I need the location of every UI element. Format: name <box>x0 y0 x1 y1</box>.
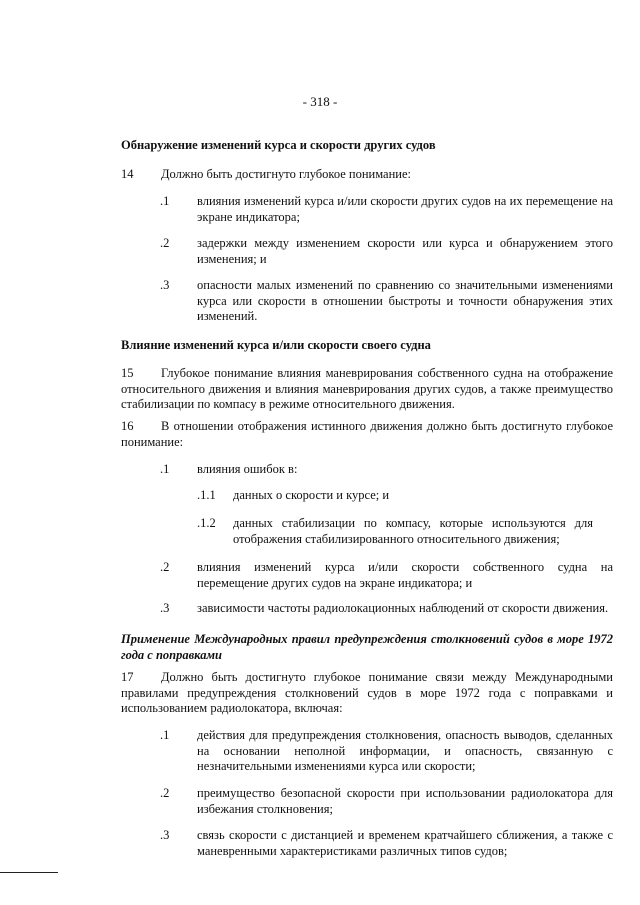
list-item-text: связь скорости с дистанцией и временем кратчайшего сближения, а также с маневренными характеристиками различных типов судов; <box>197 828 613 858</box>
paragraph-number-15: 15 <box>121 366 134 380</box>
list-item-label: .1 <box>160 194 170 208</box>
list-item-text: действия для предупреждения столкновения, опасность выводов, сделанных на основании неполной информации, и опасность, связанную с незначительными изменениями курса или скорости; <box>197 728 613 773</box>
list-item-label: .2 <box>160 560 170 574</box>
sub-item-label: .1.1 <box>197 488 216 502</box>
list-item-label: .1 <box>160 462 170 476</box>
page-number: - 318 - <box>302 94 338 109</box>
list-item-text: преимущество безопасной скорости при использовании радиолокатора для избежания столкновения; <box>197 786 613 816</box>
list-item-text: зависимости частоты радиолокационных наблюдений от скорости движения. <box>197 601 609 615</box>
sub-item-text: данных стабилизации по компасу, которые используются для отображения стабилизированного относительного движения; <box>233 516 593 546</box>
paragraph-17 <box>121 670 613 717</box>
list-item-label: .3 <box>160 828 170 842</box>
paragraph-16-text: В отношении отображения истинного движения должно быть достигнуто глубокое понимание: <box>121 419 613 449</box>
paragraph-number-17: 17 <box>121 670 134 684</box>
list-item-label: .2 <box>160 236 170 250</box>
paragraph-number-16: 16 <box>121 419 134 433</box>
section-heading-other-vessels: Обнаружение изменений курса и скорости других судов <box>121 138 436 152</box>
sub-item-text: данных о скорости и курсе; и <box>233 488 390 502</box>
list-item-text: влияния изменений курса и/или скорости собственного судна на перемещение других судов на экране индикатора; и <box>197 560 613 590</box>
list-item-text: влияния ошибок в: <box>197 462 298 476</box>
paragraph-15-text: Глубокое понимание влияния маневрирования собственного судна на отображение относительного движения и влияния маневрирования других судов, а также преимущество стабилизации по компасу в режиме относительного движения. <box>121 366 613 411</box>
paragraph-number-14: 14 <box>121 167 134 181</box>
paragraph-15 <box>121 366 613 413</box>
paragraph-17-text: Должно быть достигнуто глубокое понимание связи между Международными правилами предупреждения столкновений судов в море 1972 года с поправками и использованием радиолокатора, включая: <box>121 670 613 715</box>
section-heading-colregs: Применение Международных правил предупреждения столкновений судов в море 1972 года с поправками <box>121 632 613 662</box>
paragraph-16 <box>121 419 613 450</box>
list-item-text: задержки между изменением скорости или курса и обнаружением этого изменения; и <box>197 236 613 266</box>
paragraph-14-text: Должно быть достигнуто глубокое понимание: <box>161 167 411 181</box>
list-item-label: .1 <box>160 728 170 742</box>
scan-edge-line <box>0 872 58 873</box>
list-item-text: опасности малых изменений по сравнению со значительными изменениями курса или скорости в отношении быстроты и точности обнаружения этих изменений. <box>197 278 613 323</box>
section-heading-own-vessel: Влияние изменений курса и/или скорости своего судна <box>121 338 431 352</box>
list-item-label: .3 <box>160 601 170 615</box>
list-item-text: влияния изменений курса и/или скорости других судов на их перемещение на экране индикатора; <box>197 194 613 224</box>
list-item-label: .3 <box>160 278 170 292</box>
list-item-label: .2 <box>160 786 170 800</box>
sub-item-label: .1.2 <box>197 516 216 530</box>
